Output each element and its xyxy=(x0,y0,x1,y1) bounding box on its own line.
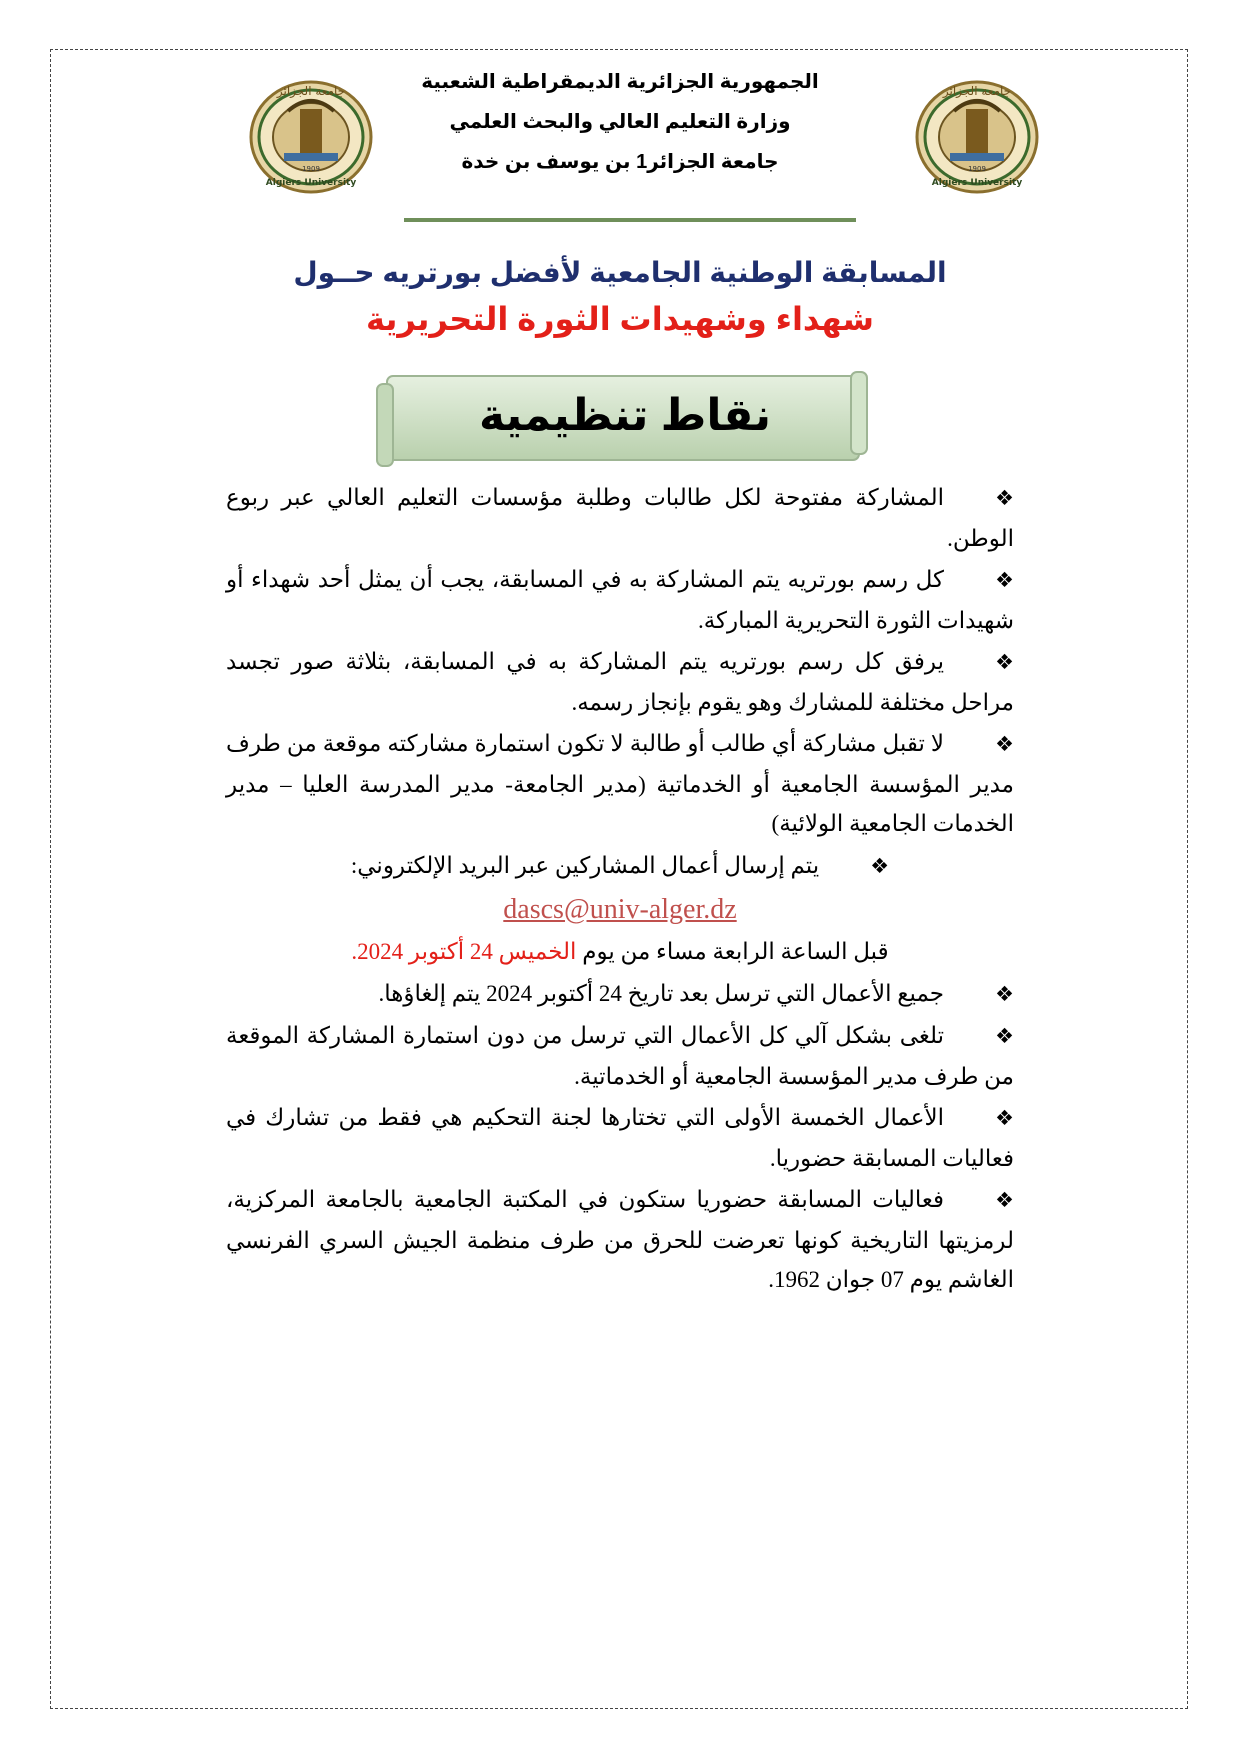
competition-title: المسابقة الوطنية الجامعية لأفضل بورتريه حــول xyxy=(293,257,947,288)
list-item xyxy=(226,642,1014,722)
header-university: جامعة الجزائر1 بن يوسف بن خدة xyxy=(461,151,779,173)
diamond-bullet-icon: ❖ xyxy=(995,1106,1014,1130)
email-link[interactable]: dascs@univ-alger.dz xyxy=(503,894,737,925)
rule-text: لا تقبل مشاركة أي طالب أو طالبة لا تكون استمارة مشاركته موقعة من طرف مدير المؤسسة الجامعية أو الخدماتية (مدير الجامعة- مدير المدرسة العليا – مدير الخدمات الجامعية الولائية) xyxy=(226,731,1014,836)
email-intro: ❖يتم إرسال أعمال المشاركين عبر البريد الإلكتروني: xyxy=(226,846,1014,887)
university-logo-right xyxy=(914,79,1040,195)
list-item xyxy=(226,1016,1014,1096)
rule-text: تلغى بشكل آلي كل الأعمال التي ترسل من دون استمارة المشاركة الموقعة من طرف مدير المؤسسة الجامعية أو الخدماتية. xyxy=(226,1023,1014,1089)
svg-text:1909: 1909 xyxy=(302,165,320,173)
svg-text:1909: 1909 xyxy=(968,165,986,173)
deadline-line: قبل الساعة الرابعة مساء من يوم الخميس 24 أكتوبر 2024. xyxy=(351,939,889,964)
list-item xyxy=(226,1180,1014,1300)
rule-text: فعاليات المسابقة حضوريا ستكون في المكتبة الجامعية بالجامعة المركزية، لرمزيتها التاريخية كونها تعرضت للحرق من طرف منظمة الجيش السري الفرنسي الغاشم يوم 07 جوان 1962. xyxy=(226,1187,1014,1292)
svg-text:Algiers University: Algiers University xyxy=(265,178,357,188)
diamond-bullet-icon: ❖ xyxy=(995,732,1014,756)
rule-text: المشاركة مفتوحة لكل طالبات وطلبة مؤسسات التعليم العالي عبر ربوع الوطن. xyxy=(226,485,1014,551)
diamond-bullet-icon: ❖ xyxy=(995,568,1014,592)
diamond-bullet-icon: ❖ xyxy=(995,486,1014,510)
diamond-bullet-icon: ❖ xyxy=(995,981,1014,1006)
banner-label: نقاط تنظيمية xyxy=(478,391,772,440)
list-item xyxy=(226,560,1014,640)
institution-header xyxy=(390,62,850,182)
rule-text: الأعمال الخمسة الأولى التي تختارها لجنة التحكيم هي فقط من تشارك في فعاليات المسابقة حضوريا. xyxy=(226,1105,1014,1171)
diamond-bullet-icon: ❖ xyxy=(995,650,1014,674)
deadline-date: الخميس 24 أكتوبر 2024. xyxy=(351,939,577,964)
list-item xyxy=(226,478,1014,558)
list-item xyxy=(226,1098,1014,1178)
diamond-bullet-icon: ❖ xyxy=(995,1188,1014,1212)
rule-text: يرفق كل رسم بورتريه يتم المشاركة به في المسابقة، بثلاثة صور تجسد مراحل مختلفة للمشارك وهو يقوم بإنجاز رسمه. xyxy=(226,649,1014,715)
svg-text:جامعة الجزائر: جامعة الجزائر xyxy=(276,84,346,98)
diamond-bullet-icon: ❖ xyxy=(995,1024,1014,1048)
header-republic: الجمهورية الجزائرية الديمقراطية الشعبية xyxy=(421,71,819,93)
list-item xyxy=(226,724,1014,844)
competition-subtitle: شهداء وشهيدات الثورة التحريرية xyxy=(365,301,874,337)
rules-list xyxy=(226,478,1014,1302)
header-ministry: وزارة التعليم العالي والبحث العلمي xyxy=(449,111,791,133)
header-divider xyxy=(404,218,856,222)
list-item xyxy=(226,974,1014,1015)
rule-text: كل رسم بورتريه يتم المشاركة به في المسابقة، يجب أن يمثل أحد شهداء أو شهيدات الثورة التحريرية المباركة. xyxy=(226,567,1014,633)
university-logo-left xyxy=(248,79,374,195)
rule-text: جميع الأعمال التي ترسل بعد تاريخ 24 أكتوبر 2024 يتم إلغاؤها. xyxy=(378,980,944,1006)
svg-text:Algiers University: Algiers University xyxy=(931,178,1023,188)
svg-text:جامعة الجزائر: جامعة الجزائر xyxy=(942,84,1012,98)
diamond-bullet-icon: ❖ xyxy=(870,853,890,878)
